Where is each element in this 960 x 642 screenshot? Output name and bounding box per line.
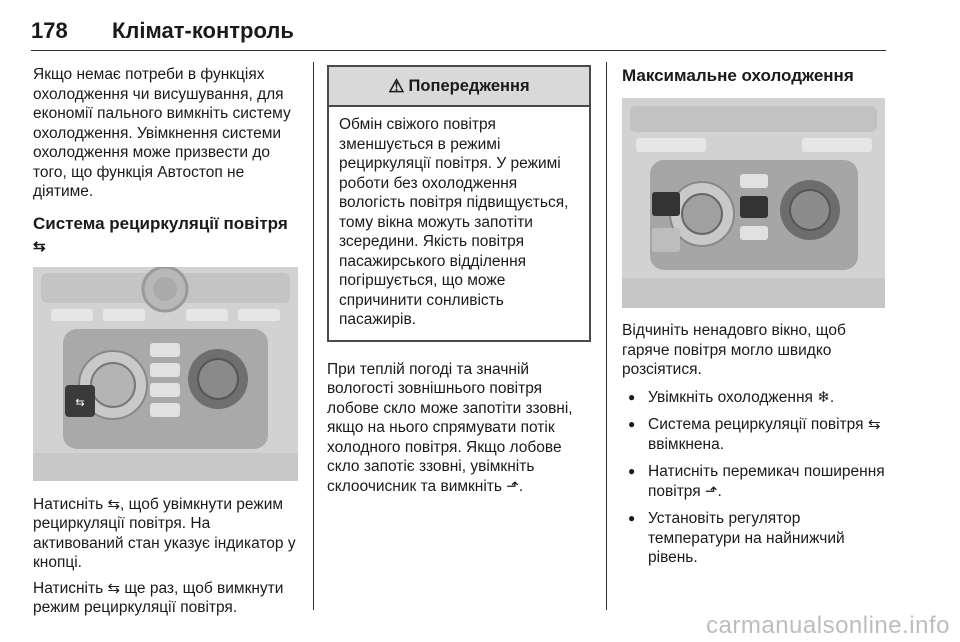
column-3 <box>622 65 887 568</box>
recirculation-icon: ⇆ <box>33 237 46 255</box>
windscreen-air-icon: ⬏ <box>506 477 519 495</box>
list-item: ● Система рециркуляції повітря ⇆ ввімкнена. <box>622 415 887 454</box>
max-cooling-paragraph: Відчиніть ненадовго вікно, щоб гаряче повітря могло швидко розсіятися. <box>622 322 846 378</box>
recirculation-icon: ⇆ <box>107 495 121 513</box>
climate-panel-photo-max-cooling <box>622 98 885 308</box>
air-distribution-icon: ⬏ <box>704 482 718 500</box>
column-divider-left <box>313 62 314 610</box>
running-head: Клімат-контроль <box>112 18 294 43</box>
section-title-max-cooling: Максимальне охолодження <box>622 66 854 85</box>
warning-title: Попередження <box>408 76 530 95</box>
page-number: 178 <box>31 18 68 43</box>
column-1 <box>33 65 301 618</box>
climate-panel-illustration <box>33 267 298 481</box>
warning-text: Обмін свіжого повітря зменшується в режимі рециркуляції повітря. У режимі роботи без охолодження вологість повітря підвищується, тому вікна можуть запотіти зсередини. Якість повітря пасажирського відділення погіршується, що може спричинити сонливість пасажирів. <box>339 116 569 328</box>
cooling-snowflake-icon: ❄ <box>817 388 830 406</box>
recirculation-icon: ⇆ <box>107 579 121 597</box>
climate-panel-illustration-max <box>622 98 885 308</box>
recirculation-icon: ⇆ <box>867 416 881 433</box>
fogging-paragraph: При теплій погоді та значній вологості зовнішнього повітря лобове скло може запотіти ззовні, якщо на нього спрямувати потік холодного повітря. Якщо лобове скло запотіє ззовні, увімкніть склоочисник та вимкніть ⬏. <box>327 360 573 495</box>
list-item: ● Увімкніть охолодження ❄. <box>622 388 887 408</box>
recirculation-off-paragraph: Натисніть ⇆ ще раз, щоб вимкнути режим рециркуляції повітря. <box>33 579 284 616</box>
watermark: carmanualsonline.info <box>706 612 950 639</box>
header-rule <box>31 50 886 51</box>
climate-panel-photo-recirculation <box>33 267 298 481</box>
max-cooling-steps <box>622 388 887 568</box>
warning-header <box>329 67 589 107</box>
column-2 <box>327 65 591 496</box>
recirculation-on-paragraph: Натисніть ⇆, щоб увімкнути режим рециркуляції повітря. На активований стан указує індикатор у кнопці. <box>33 495 296 571</box>
column-divider-right <box>606 62 607 610</box>
intro-paragraph: Якщо немає потреби в функціях охолодження чи висушування, для економії пального вимкніть систему охолодження. Увімкнення системи охолодження може призвести до того, що функція Автостоп не діятиме. <box>33 66 291 200</box>
section-title-recirculation: Система рециркуляції повітря ⇆ <box>33 213 288 255</box>
warning-box <box>327 65 591 342</box>
list-item: ● Установіть регулятор температури на найнижчий рівень. <box>622 509 887 568</box>
warning-icon: ⚠ <box>388 75 405 96</box>
warning-body <box>329 107 589 340</box>
list-item: ● Натисніть перемикач поширення повітря ⬏. <box>622 462 887 501</box>
svg-text:⇆: ⇆ <box>75 395 85 409</box>
